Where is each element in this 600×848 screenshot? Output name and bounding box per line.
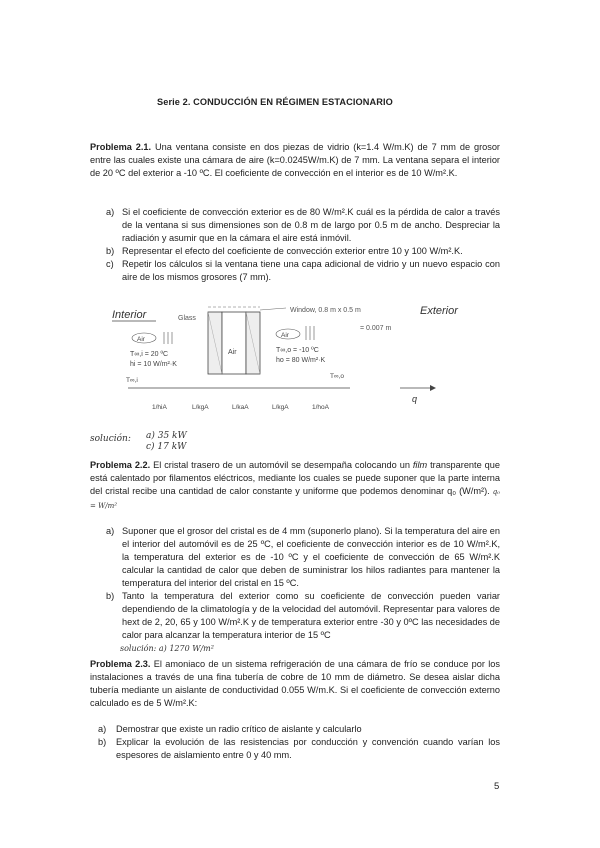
figure-window-label: Window, 0.8 m x 0.5 m (290, 307, 361, 314)
circuit-tinf-o: T∞,o (330, 373, 345, 380)
solution-2: solución: a) 1270 W/m² (120, 644, 214, 653)
solution-label: solución: (90, 434, 131, 444)
item-label: b) (98, 737, 107, 747)
page-number: 5 (494, 781, 500, 792)
item-text: Demostrar que existe un radio crítico de aislante y calcularlo (116, 724, 362, 734)
resistance-1: 1/hiA (152, 404, 167, 411)
problem-2-3-heading: Problema 2.3. (90, 659, 151, 669)
problem-2-3-body: El amoniaco de un sistema refrigeración de una cámara de frío se conduce por los instalaciones a través de una fina tubería de cobre de 10 mm de diámetro. Se desea aislar dicha tubería mediante un aislante de conductividad 0.055 W/m.K. Si el coeficiente de convección externo calculado es de 5 W/m².K: (90, 659, 500, 708)
item-text: Explicar la evolución de las resistencias por conducción y convención cuando varían los espesores de aislamiento entre 0 y 40 mm. (116, 737, 500, 760)
interior-coefficient: hi = 10 W/m²·K (130, 361, 177, 368)
problem-2-1-body: Una ventana consiste en dos piezas de vidrio (k=1.4 W/m.K) de 7 mm de grosor entre las cuales existe una cámara de aire (k=0.0245W/m.K) de 7 mm. La ventana separa el interior de 20 ºC del exterior a -10 ºC. El coeficiente de convección en el interior es de 10 W/m².K. (90, 142, 500, 178)
item-text: Si el coeficiente de convección exterior es de 80 W/m².K cuál es la pérdida de calor a través de la ventana si sus dimensiones son de 0.8 m de largo por 0.5 m de ancho. Despreciar la radiación y asumir que en la cámara el aire está inmóvil. (122, 207, 500, 243)
solution-c: c) 17 kW (146, 442, 187, 452)
item-label: a) (106, 207, 115, 217)
problem-2-2-statement (90, 459, 500, 513)
item-text: Tanto la temperatura del exterior como su coeficiente de convección pueden variar dependiendo de la climatología y de la velocidad del automóvil. Representar para valores de hext de 2, 20, 65 y 100 W/m².K y de temperatura exterior entre -30 y 0ºC las necesidades de calor para alcanzar la temperatura interior de 15 ºC (122, 591, 500, 640)
item-text: Suponer que el grosor del cristal es de 4 mm (suponerlo plano). Si la temperatura del aire en el interior del automóvil es de 25 ºC, el coeficiente de convección interior es de 10 W/m².K, la temperatura del exterior es de -10 ºC y el coeficiente de convección de 65 W/m².K calcular la cantidad de calor que deben de suministrar los hilos radiantes para mantener la temperatura del interior del cristal en 15 ºC. (122, 526, 500, 588)
problem-2-2-body-2: transparente que está calentado por filamentos eléctricos, mediante los cuales se puede suponer que la parte interna del cristal recibe una cantidad de calor constante y uniforme que podemos denominar q₀ (W/m²). (90, 460, 500, 496)
interior-air-label: Air (137, 336, 145, 343)
exterior-air-label: Air (281, 332, 289, 339)
item-label: b) (106, 246, 115, 256)
item-label: b) (106, 591, 115, 601)
interior-temperature: T∞,i = 20 ºC (130, 351, 169, 358)
problem-2-2-film: film (412, 460, 428, 470)
item-text: Repetir los cálculos si la ventana tiene una capa adicional de vidrio y un nuevo espacio con aire de los mismos grosores (7 mm). (122, 259, 500, 282)
figure-dim-label: = 0.007 m (360, 325, 392, 332)
resistance-2: L/kgA (192, 404, 209, 411)
problem-2-3-statement (90, 658, 500, 710)
exterior-temperature: T∞,o = -10 ºC (276, 347, 319, 354)
problem-2-1-heading: Problema 2.1. (90, 142, 152, 152)
figure-glass-label: Glass (178, 315, 196, 322)
item-label: a) (98, 724, 107, 734)
figure-exterior-label: Exterior (420, 305, 458, 317)
problem-2-2-body-1: El cristal trasero de un automóvil se desempaña colocando un (153, 460, 413, 470)
circuit-heat-rate: q (412, 394, 418, 404)
problem-2-1-statement (90, 141, 500, 180)
resistance-4: L/kgA (272, 404, 289, 411)
problem-2-2-heading: Problema 2.2. (90, 460, 151, 470)
item-text: Representar el efecto del coeficiente de convección exterior entre 10 y 100 W/m².K. (122, 246, 463, 256)
window-figure (100, 298, 480, 420)
resistance-3: L/kaA (232, 404, 249, 411)
air-gap (222, 312, 246, 374)
air-gap-label: Air (228, 349, 237, 356)
solution-a: a) 35 kW (146, 431, 187, 441)
circuit-tinf-i: T∞,i (126, 377, 138, 384)
page-title: Serie 2. CONDUCCIÓN EN RÉGIMEN ESTACIONARIO (157, 97, 393, 107)
exterior-coefficient: ho = 80 W/m²·K (276, 357, 326, 364)
resistance-5: 1/hoA (312, 404, 329, 411)
problem-2-2-note: q₀ = W/m² (90, 488, 500, 510)
item-label: c) (106, 259, 114, 269)
circuit-resistances (152, 404, 330, 411)
figure-interior-label: Interior (112, 309, 147, 321)
item-label: a) (106, 526, 115, 536)
